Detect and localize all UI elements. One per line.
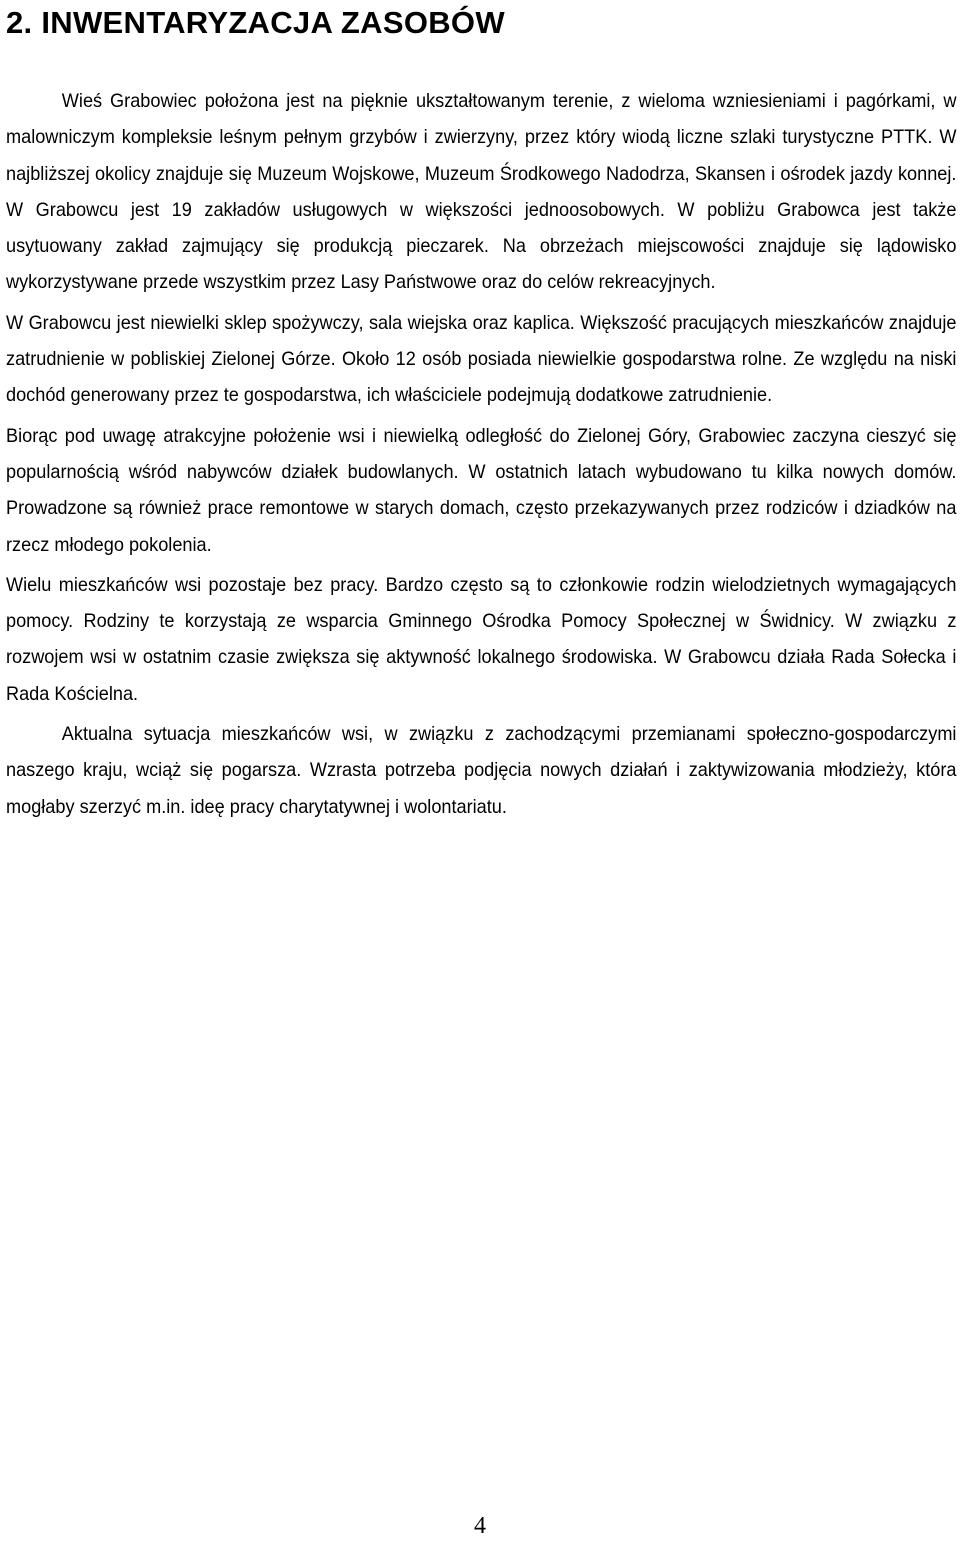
page-number: 4 <box>474 1513 486 1539</box>
paragraph-infrastructure: W Grabowcu jest niewielki sklep spożywczy, sala wiejska oraz kaplica. Większość pracujących mieszkańców znajduje zatrudnienie w pobliskiej Zielonej Górze. Około 12 osób posiada niewielkie gospodarstwa rolne. Ze względu na niski dochód generowany przez te gospodarstwa, ich właściciele podejmują dodatkowe zatrudnienie. <box>6 311 957 407</box>
paragraph-social: Wielu mieszkańców wsi pozostaje bez pracy. Bardzo często są to członkowie rodzin wielodzietnych wymagających pomocy. Rodziny te korzystają ze wsparcia Gminnego Ośrodka Pomocy Społecznej w Świdnicy. W związku z rozwojem wsi w ostatnim czasie zwiększa się aktywność lokalnego środowiska. W Grabowcu działa Rada Sołecka i Rada Kościelna. <box>6 573 957 705</box>
body-text <box>6 83 956 829</box>
paragraph-location: Wieś Grabowiec położona jest na pięknie ukształtowanym terenie, z wieloma wzniesieniami i pagórkami, w malowniczym kompleksie leśnym pełnym grzybów i zwierzyny, przez który wiodą liczne szlaki turystyczne PTTK. W najbliższej okolicy znajduje się Muzeum Wojskowe, Muzeum Środkowego Nadodrza, Skansen i ośrodek jazdy konnej. W Grabowcu jest 19 zakładów usługowych w większości jednoosobowych. W pobliżu Grabowca jest także usytuowany zakład zajmujący się produkcją pieczarek. Na obrzeżach miejscowości znajduje się lądowisko wykorzystywane przede wszystkim przez Lasy Państwowe oraz do celów rekreacyjnych. <box>6 90 957 294</box>
paragraph-housing: Biorąc pod uwagę atrakcyjne położenie wsi i niewielką odległość do Zielonej Góry, Grabowiec zaczyna cieszyć się popularnością wśród nabywców działek budowlanych. W ostatnich latach wybudowano tu kilka nowych domów. Prowadzone są również prace remontowe w starych domach, często przekazywanych przez rodziców i dziadków na rzecz młodego pokolenia. <box>6 424 957 556</box>
paragraph-current-situation: Aktualna sytuacja mieszkańców wsi, w związku z zachodzącymi przemianami społeczno-gospodarczymi naszego kraju, wciąż się pogarsza. Wzrasta potrzeba podjęcia nowych działań i zaktywizowania młodzieży, która mogłaby szerzyć m.in. ideę pracy charytatywnej i wolontariatu. <box>6 723 957 818</box>
section-heading: 2. INWENTARYZACJA ZASOBÓW <box>6 5 505 40</box>
